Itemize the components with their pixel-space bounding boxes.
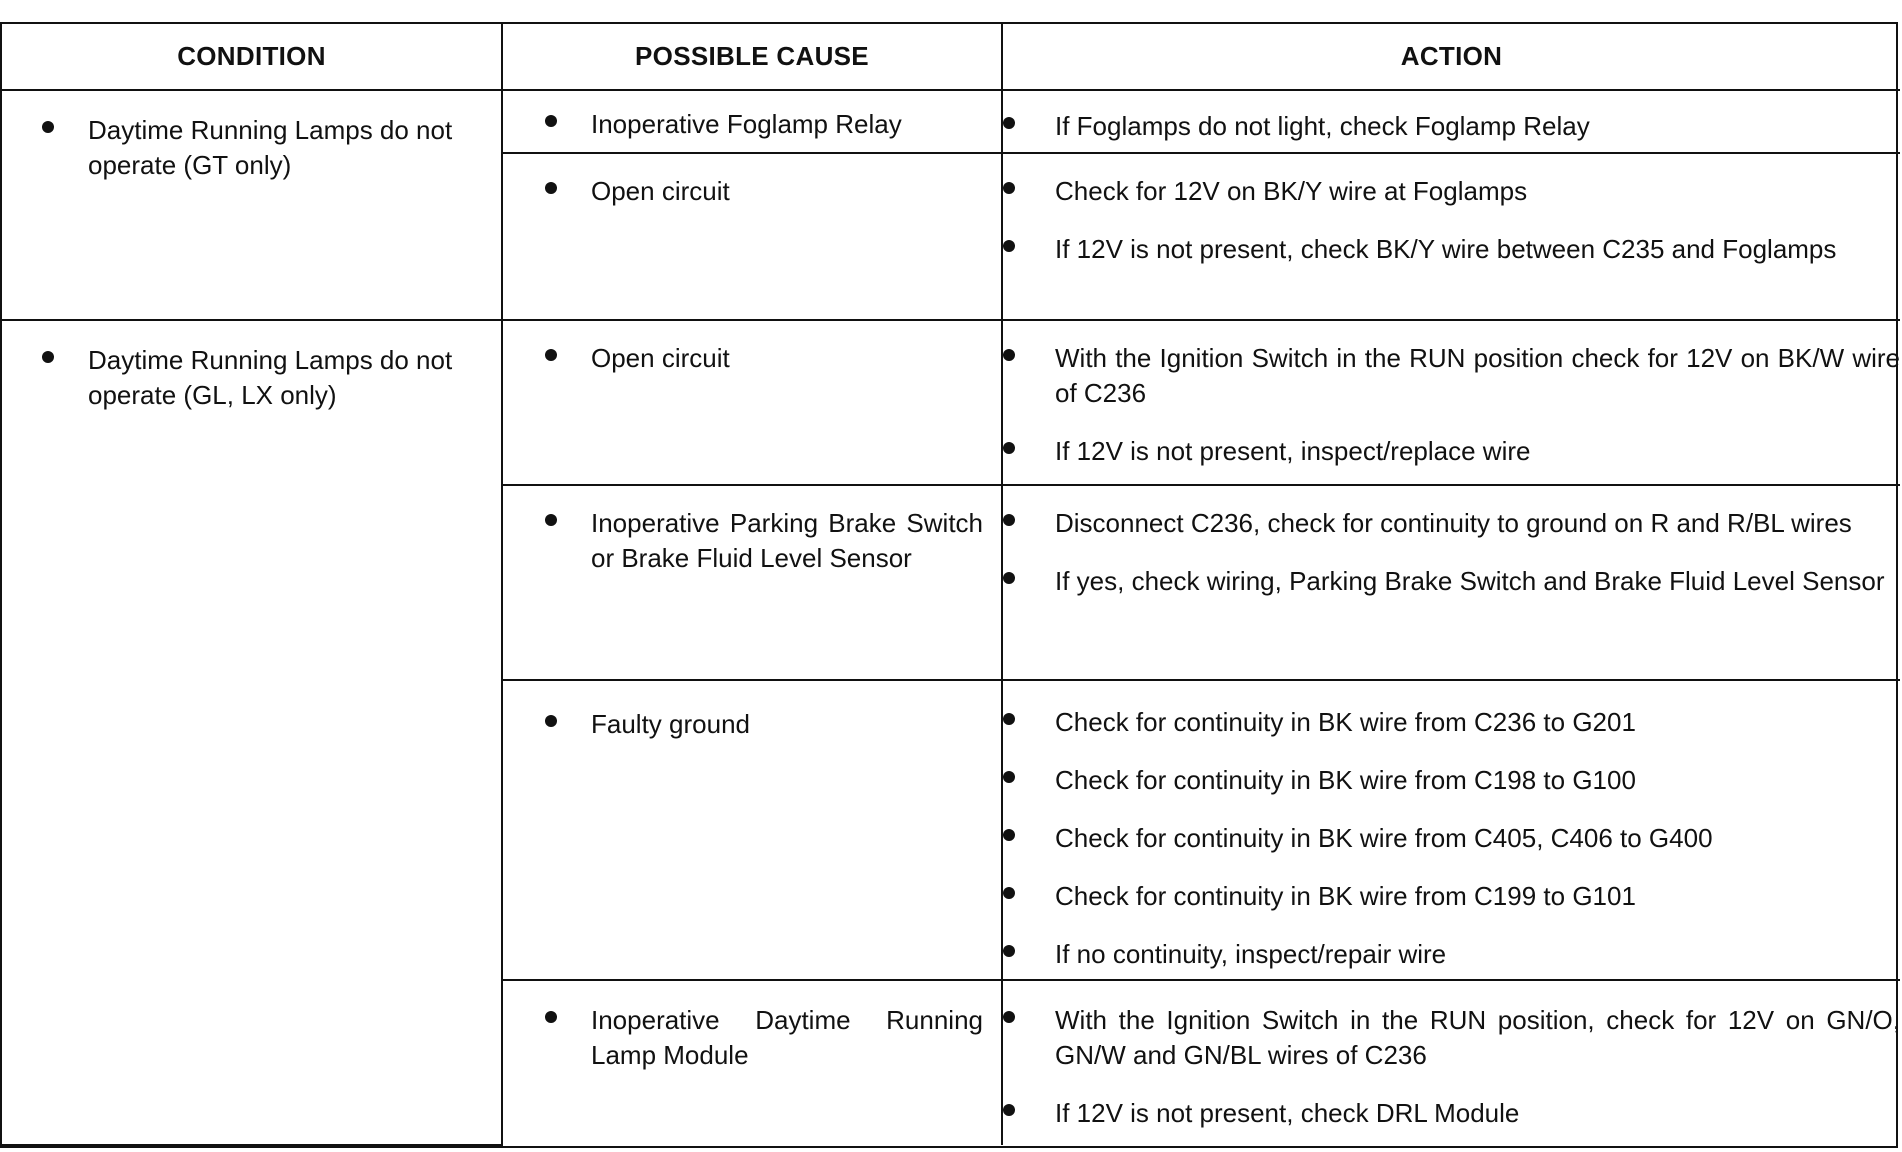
header-row (2, 24, 1900, 90)
bullet-icon (42, 351, 54, 363)
cause-text: Open circuit (591, 343, 730, 373)
bullet-icon (1003, 514, 1015, 526)
table-row (2, 320, 1900, 485)
cause-cell (502, 90, 1002, 153)
header-action: ACTION (1002, 24, 1900, 90)
action-text: If yes, check wiring, Parking Brake Switch and Brake Fluid Level Sensor (1055, 566, 1885, 596)
bullet-icon (1003, 945, 1015, 957)
bullet-icon (1003, 1104, 1015, 1116)
bullet-icon (1003, 442, 1015, 454)
diagnostic-table (2, 24, 1900, 1146)
cause-cell (502, 980, 1002, 1145)
bullet-icon (42, 121, 54, 133)
action-text: With the Ignition Switch in the RUN position, check for 12V on GN/O, GN/W and GN/BL wires of C236 (1055, 1005, 1900, 1070)
header-possible-cause: POSSIBLE CAUSE (502, 24, 1002, 90)
bullet-icon (545, 514, 557, 526)
bullet-icon (545, 1011, 557, 1023)
condition-cell (2, 90, 502, 320)
action-cell (1002, 980, 1900, 1145)
bullet-icon (1003, 771, 1015, 783)
bullet-icon (1003, 887, 1015, 899)
action-text: Check for continuity in BK wire from C405, C406 to G400 (1055, 823, 1713, 853)
header-condition: CONDITION (2, 24, 502, 90)
condition-text: Daytime Running Lamps do not operate (GT only) (88, 115, 453, 180)
condition-text: Daytime Running Lamps do not operate (GL, LX only) (88, 345, 453, 410)
action-text: Check for continuity in BK wire from C199 to G101 (1055, 881, 1636, 911)
bullet-icon (1003, 713, 1015, 725)
table-row (2, 90, 1900, 153)
action-text: If 12V is not present, inspect/replace wire (1055, 436, 1531, 466)
cause-text: Inoperative Foglamp Relay (591, 109, 902, 139)
action-cell (1002, 90, 1900, 153)
bullet-icon (1003, 117, 1015, 129)
bullet-icon (545, 115, 557, 127)
condition-cell (2, 320, 502, 1145)
bullet-icon (1003, 572, 1015, 584)
action-text: With the Ignition Switch in the RUN position check for 12V on BK/W wire of C236 (1055, 343, 1900, 408)
action-text: Disconnect C236, check for continuity to ground on R and R/BL wires (1055, 508, 1852, 538)
cause-text: Inoperative Parking Brake Switch or Brake Fluid Level Sensor (591, 508, 983, 573)
action-text: Check for 12V on BK/Y wire at Foglamps (1055, 176, 1528, 206)
bullet-icon (1003, 240, 1015, 252)
action-text: Check for continuity in BK wire from C236 to G201 (1055, 707, 1636, 737)
bullet-icon (1003, 349, 1015, 361)
action-cell (1002, 680, 1900, 980)
cause-cell (502, 680, 1002, 980)
cause-text: Inoperative Daytime Running Lamp Module (591, 1005, 983, 1070)
action-text: If 12V is not present, check BK/Y wire between C235 and Foglamps (1055, 234, 1837, 264)
bullet-icon (545, 182, 557, 194)
bullet-icon (545, 715, 557, 727)
action-cell (1002, 320, 1900, 485)
action-cell (1002, 153, 1900, 320)
cause-cell (502, 320, 1002, 485)
cause-cell (502, 485, 1002, 680)
action-text: Check for continuity in BK wire from C198 to G100 (1055, 765, 1636, 795)
bullet-icon (1003, 829, 1015, 841)
cause-text: Faulty ground (591, 709, 750, 739)
action-cell (1002, 485, 1900, 680)
diagnostic-table-sheet (0, 22, 1898, 1148)
action-text: If 12V is not present, check DRL Module (1055, 1098, 1520, 1128)
bullet-icon (1003, 182, 1015, 194)
bullet-icon (1003, 1011, 1015, 1023)
cause-text: Open circuit (591, 176, 730, 206)
cause-cell (502, 153, 1002, 320)
bullet-icon (545, 349, 557, 361)
action-text: If no continuity, inspect/repair wire (1055, 939, 1447, 969)
action-text: If Foglamps do not light, check Foglamp Relay (1055, 111, 1590, 141)
